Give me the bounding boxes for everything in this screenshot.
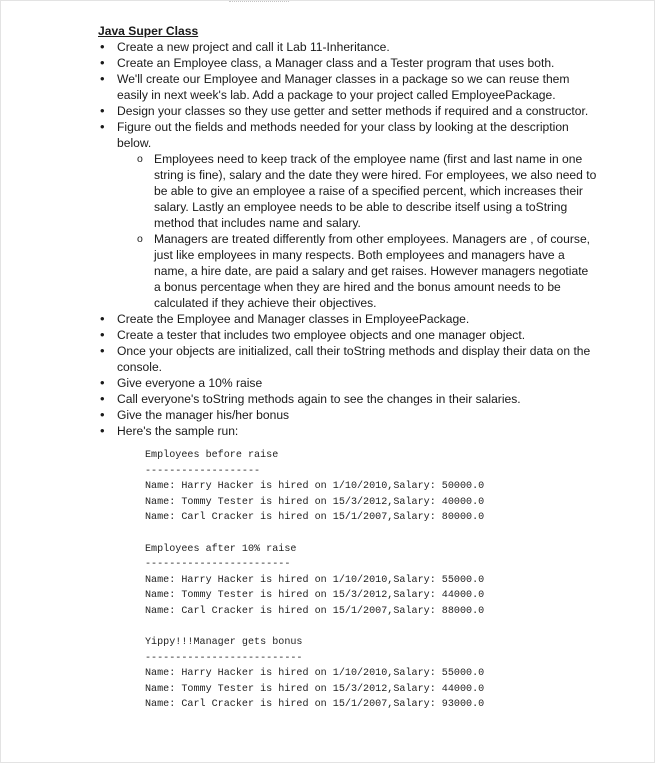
list-item: • Here's the sample run: (97, 423, 597, 439)
output-line: Name: Harry Hacker is hired on 1/10/2010,Salary: 55000.0 (145, 668, 485, 679)
output-divider: ------------------- (145, 465, 261, 477)
list-item: • Create the Employee and Manager classes in EmployeePackage. (97, 311, 597, 327)
output-section-title: Employees after 10% raise (145, 543, 297, 555)
output-line: Name: Tommy Tester is hired on 15/3/2012,Salary: 44000.0 (145, 683, 485, 695)
output-section-title: Employees before raise (145, 450, 279, 461)
output-line: Name: Harry Hacker is hired on 1/10/2010,Salary: 55000.0 (145, 574, 485, 586)
list-item: • Design your classes so they use getter and setter methods if required and a constructor. (97, 103, 597, 119)
output-line: Name: Harry Hacker is hired on 1/10/2010,Salary: 50000.0 (145, 481, 485, 492)
output-spacer (145, 619, 597, 635)
document-heading: Java Super Class (98, 24, 199, 38)
instruction-list (97, 39, 597, 439)
sub-list-item: o Employees need to keep track of the employee name (first and last name in one string is fine), salary and the date they were hired. For employees, we also need to be able to give an employee a raise of a specified percent, which increases their salary. Lastly an employee needs to be able to describe itself using a toString method that includes name and salary. (97, 151, 597, 231)
list-item: • Call everyone's toString methods again to see the changes in their salaries. (97, 391, 597, 407)
list-item: • Create a tester that includes two employee objects and one manager object. (97, 327, 597, 343)
list-item: • Figure out the fields and methods needed for your class by looking at the description below. (97, 119, 597, 151)
output-line: Name: Tommy Tester is hired on 15/3/2012,Salary: 44000.0 (145, 590, 485, 601)
list-item: • Give everyone a 10% raise (97, 375, 597, 391)
list-item: • Once your objects are initialized, call their toString methods and display their data on the console. (97, 343, 597, 375)
output-line: Name: Carl Cracker is hired on 15/1/2007,Salary: 80000.0 (145, 512, 485, 523)
output-divider: ------------------------ (145, 559, 291, 570)
output-spacer (145, 526, 597, 542)
list-item: • Create a new project and call it Lab 11-Inheritance. (97, 39, 597, 55)
sample-run-output (145, 448, 597, 713)
output-line: Name: Carl Cracker is hired on 15/1/2007,Salary: 93000.0 (145, 699, 485, 710)
list-item: • Give the manager his/her bonus (97, 407, 597, 423)
output-line: Name: Tommy Tester is hired on 15/3/2012,Salary: 40000.0 (145, 496, 485, 508)
output-divider: -------------------------- (145, 652, 303, 664)
list-item: • Create an Employee class, a Manager class and a Tester program that uses both. (97, 55, 597, 71)
sub-list-item: o Managers are treated differently from other employees. Managers are , of course, just like employees in many respects. Both employees and managers have a name, a hire date, are paid a salary and get raises. However managers negotiate a bonus percentage when they are hired and the bonus amount needs to be calculated if they achieve their objectives. (97, 231, 597, 311)
document-body (97, 23, 597, 713)
output-section-title: Yippy!!!Manager gets bonus (145, 637, 303, 648)
header-margin-mark (229, 1, 289, 2)
output-line: Name: Carl Cracker is hired on 15/1/2007,Salary: 88000.0 (145, 605, 485, 617)
list-item: • We'll create our Employee and Manager classes in a package so we can reuse them easily in next week's lab. Add a package to your project called EmployeePackage. (97, 71, 597, 103)
